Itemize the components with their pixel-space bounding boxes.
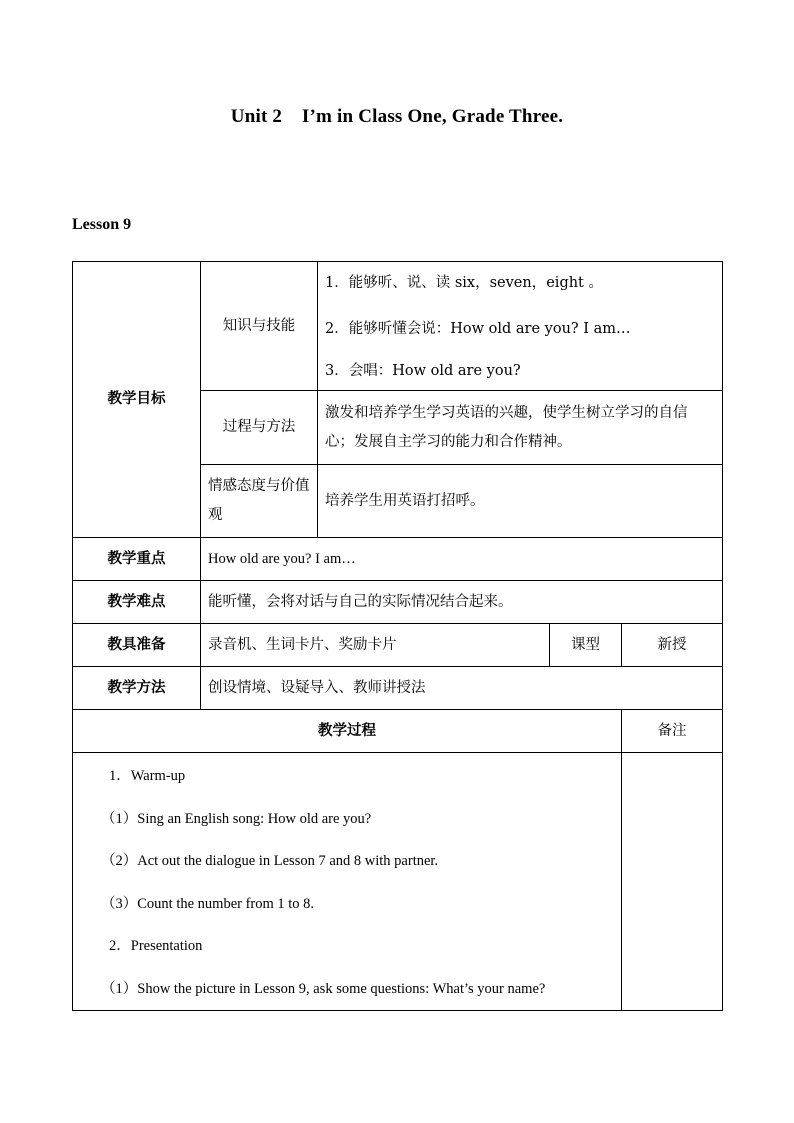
difficulty-label: 教学难点: [73, 581, 201, 624]
lesson-type-label: 课型: [550, 624, 622, 667]
method-label: 教学方法: [73, 667, 201, 710]
attitude-label: 情感态度与价值观: [201, 465, 318, 538]
process-line-2: （1）Sing an English song: How old are you?: [101, 810, 372, 827]
table-row-knowledge: [73, 262, 723, 391]
difficulty-text: 能听懂，会将对话与自己的实际情况结合起来。: [201, 581, 723, 624]
method-text: 创设情境、设疑导入、教师讲授法: [201, 667, 723, 710]
table-row-process-header: [73, 710, 723, 753]
process-line-5: 2．Presentation: [109, 938, 203, 954]
notes-cell: [622, 753, 723, 1011]
process-method-label: 过程与方法: [201, 391, 318, 465]
notes-header: 备注: [622, 710, 723, 753]
table-row-method: [73, 667, 723, 710]
process-line-1: 1．Warm-up: [109, 768, 186, 784]
lesson-heading: Lesson 9: [72, 216, 132, 233]
process-header: 教学过程: [73, 710, 622, 753]
knowledge-item-3: 3．会唱：How old are you?: [325, 363, 521, 379]
process-method-text: 激发和培养学生学习英语的兴趣，使学生树立学习的自信心；发展自主学习的能力和合作精神。: [318, 391, 723, 465]
table-row-process-body: [73, 753, 723, 1011]
knowledge-label: 知识与技能: [201, 262, 318, 391]
knowledge-item-2: 2．能够听懂会说：How old are you? I am…: [325, 321, 631, 337]
table-row-key-point: [73, 538, 723, 581]
process-line-3: （2）Act out the dialogue in Lesson 7 and 8 with partner.: [101, 853, 439, 869]
process-line-4: （3）Count the number from 1 to 8.: [101, 895, 315, 912]
tools-label: 教具准备: [73, 624, 201, 667]
lesson-plan-table: [72, 261, 723, 1011]
key-point-text: How old are you? I am…: [201, 538, 723, 581]
tools-text: 录音机、生词卡片、奖励卡片: [201, 624, 550, 667]
document-title: Unit 2 I’m in Class One, Grade Three.: [230, 106, 564, 127]
objectives-label: 教学目标: [73, 262, 201, 538]
lesson-type-value: 新授: [622, 624, 723, 667]
knowledge-cell: [318, 262, 723, 391]
process-body: [73, 753, 622, 1011]
table-row-tools: [73, 624, 723, 667]
table-row-difficulty: [73, 581, 723, 624]
process-line-6: （1）Show the picture in Lesson 9, ask some questions: What’s your name?: [101, 980, 546, 997]
key-point-label: 教学重点: [73, 538, 201, 581]
attitude-text: 培养学生用英语打招呼。: [318, 465, 723, 538]
knowledge-item-1: 1．能够听、说、读 six，seven，eight 。: [325, 275, 603, 291]
